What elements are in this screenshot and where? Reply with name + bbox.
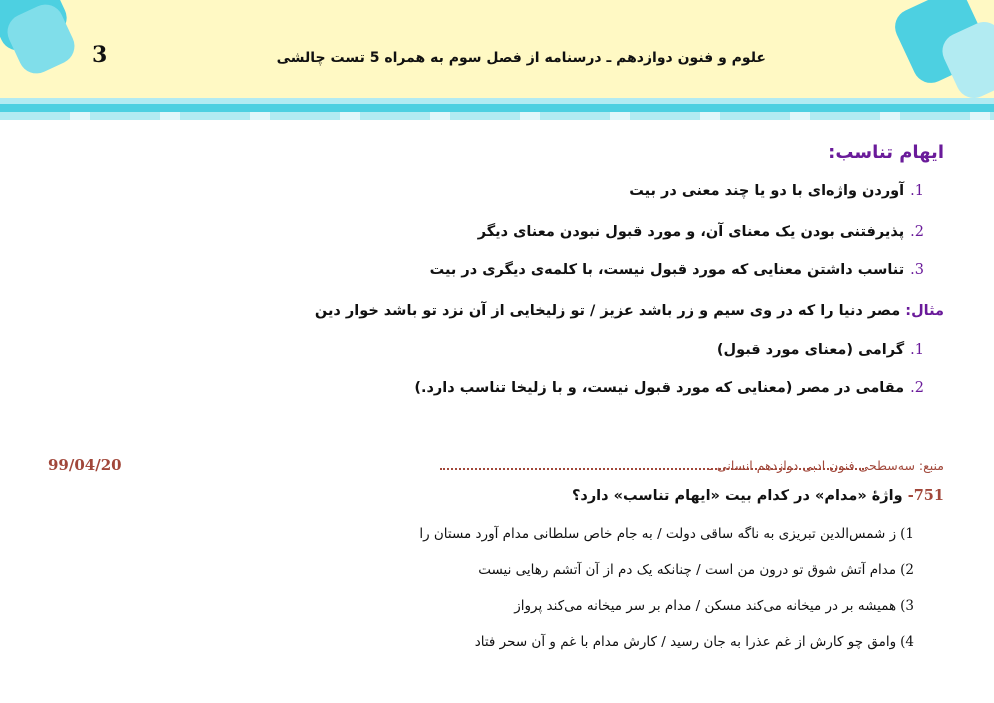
section-heading: ایهام تناسب: — [828, 142, 944, 163]
definition-item — [629, 183, 924, 199]
decor-stripe-pale — [0, 112, 994, 120]
question-text: واژۀ «مدام» در کدام بیت «ایهام تناسب» دارد؟ — [571, 488, 903, 504]
definition-text: پذیرفتنی بودن یک معنای آن، و مورد قبول نبودن معنای دیگر — [477, 224, 905, 240]
example-line — [315, 303, 944, 319]
decor-stripe-cyan — [0, 104, 994, 112]
definition-text: تناسب داشتن معنایی که مورد قبول نیست، با کلمه‌ی دیگری در بیت — [429, 262, 905, 278]
option-item — [475, 634, 914, 650]
definition-item — [478, 224, 924, 240]
page-header — [0, 0, 994, 120]
meaning-number: 1. — [910, 342, 924, 358]
definition-item — [430, 262, 924, 278]
definition-text: آوردن واژه‌ای با دو یا چند معنی در بیت — [629, 183, 905, 199]
question-line — [572, 487, 944, 504]
source-date: 99/04/20 — [48, 456, 122, 474]
example-label: مثال: — [905, 303, 944, 319]
option-text: وامق چو کارش از غم عذرا به جان رسید / کارش مدام با غم و آن سحر فتاد — [474, 634, 897, 650]
definition-number: 1. — [910, 183, 924, 199]
page-number: 3 — [92, 42, 108, 68]
dotted-divider — [440, 468, 864, 470]
definition-number: 3. — [910, 262, 924, 278]
meaning-number: 2. — [910, 380, 924, 396]
definition-number: 2. — [910, 224, 924, 240]
example-text: مصر دنیا را که در وی سیم و زر باشد عزیز / تو زلیخایی از آن نزد تو باشد خوار دین — [314, 303, 901, 319]
option-item — [419, 526, 914, 542]
option-number: 3) — [900, 598, 914, 614]
option-text: همیشه بر در میخانه می‌کند مسکن / مدام بر سر میخانه می‌کند پرواز — [514, 598, 897, 614]
source-line — [48, 456, 944, 476]
option-item — [478, 562, 914, 578]
header-title: علوم و فنون دوازدهم ـ درسنامه از فصل سوم به همراه 5 تست چالشی — [276, 50, 766, 66]
meaning-text: مقامی در مصر (معنایی که مورد قبول نیست، و با زلیخا تناسب دارد.) — [414, 380, 905, 396]
option-number: 4) — [900, 634, 914, 650]
source-text: منبع: سه‌سطحی فنون ادبی دوازدهم انسانی ـ — [709, 458, 944, 473]
option-text: ز شمس‌الدین تبریزی به ناگه ساقی دولت / به جام خاص سلطانی مدام آورد مستان را — [419, 526, 897, 542]
meaning-item — [717, 342, 924, 358]
option-item — [514, 598, 914, 614]
option-number: 2) — [900, 562, 914, 578]
meaning-item — [414, 380, 924, 396]
meaning-text: گرامی (معنای مورد قبول) — [716, 342, 905, 358]
option-text: مدام آتش شوق تو درون من است / چنانکه یک دم از آن آتشم رهایی نیست — [478, 562, 897, 578]
option-number: 1) — [900, 526, 914, 542]
question-number: 751- — [907, 487, 944, 504]
